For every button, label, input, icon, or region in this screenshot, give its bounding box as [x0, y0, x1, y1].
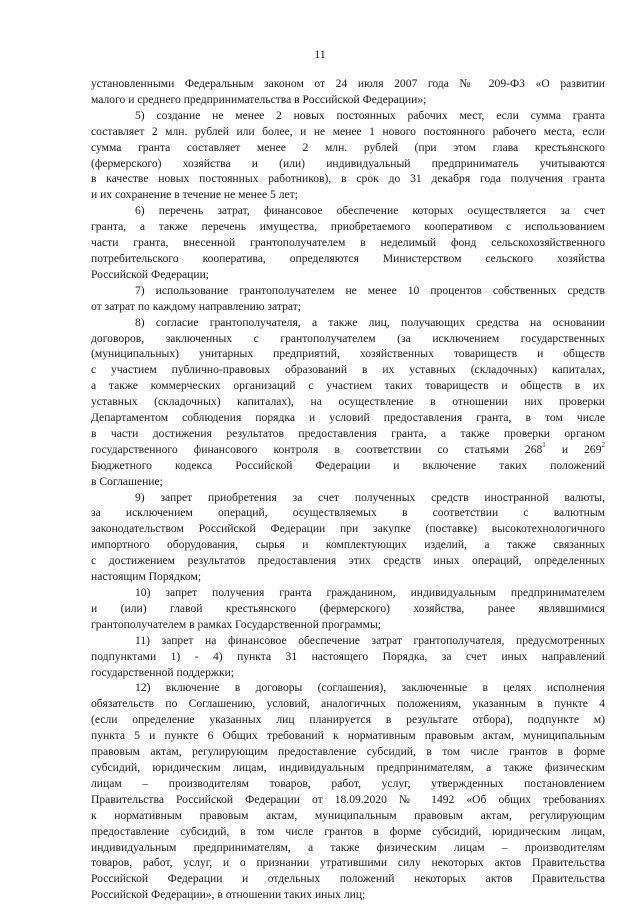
text-line: к нормативным правовым актам, муниципальным правовым актам, регулирующим [91, 808, 605, 822]
paragraph-item-5 [91, 108, 605, 203]
text-line: и их сохранение в течение не менее 5 лет; [91, 188, 298, 202]
text-line: потребительского кооператива, определяются Министерством сельского хозяйства [91, 251, 605, 265]
text-line: с достижением результатов предоставления этих средств иных операций, определенных [91, 554, 605, 568]
text-line: товаров, работ, услуг, и о признании утратившими силу некоторых актов Правительства [91, 856, 605, 870]
superscript: 2 [601, 440, 606, 449]
text-line: в качестве новых постоянных работников), в срок до 31 декабря года получения гранта [91, 172, 605, 186]
text-line: Правительства Российской Федерации от 18.09.2020 № 1492 «Об общих требованиях [91, 792, 605, 806]
text-fragment: и 269 [561, 442, 602, 456]
paragraph-item-12 [91, 680, 605, 903]
text-line: Бюджетного кодекса Российской Федерации и включение таких положений [91, 458, 605, 472]
text-line: подпунктами 1) - 4) пункта 31 настоящего Порядка, за счет иных направлений [91, 649, 605, 663]
text-line: государственной поддержки; [91, 665, 235, 679]
text-line: настоящим Порядком; [91, 570, 202, 584]
text-line: индивидуальным предпринимателям, а также физическим лицам – производителям [91, 840, 605, 854]
text-line: 12) включение в договоры (соглашения), заключенные в целях исполнения [135, 681, 605, 695]
superscript: 1 [542, 440, 546, 449]
text-line: импортного оборудования, сырья и комплектующих изделий, а также связанных [91, 538, 605, 552]
text-line: Российской Федерации», в отношении таких иных лиц; [91, 888, 366, 902]
text-line: (если определение указанных лиц планируется в результате отбора), подпункте м) [91, 713, 605, 727]
text-line: 9) запрет приобретения за счет полученных средств иностранной валюты, [135, 490, 605, 504]
text-line: малого и среднего предпринимательства в Российской Федерации»; [91, 92, 427, 106]
text-line: а также коммерческих организаций с участием таких товариществ и обществ в их [91, 379, 605, 393]
text-line: от затрат по каждому направлению затрат; [91, 299, 301, 313]
text-line-with-article-refs [91, 442, 605, 458]
text-line: субсидий, юридическим лицам, индивидуальным предпринимателям, а также физическим [91, 760, 605, 774]
text-line: Российской Федерации и отдельных положений некоторых актов Правительства [91, 872, 605, 886]
text-line: Департаментом соблюдения порядка и условий предоставления гранта, в том числе [91, 411, 605, 425]
paragraph-item-10 [91, 585, 605, 633]
text-line: 8) согласие грантополучателя, а также лиц, получающих средства на основании [135, 315, 605, 329]
text-line: гранта, а также перечень имущества, приобретаемого кооперативом с использованием [91, 220, 605, 234]
text-line: пункта 5 и пункте 6 Общих требований к нормативным правовым актам, муниципальным [91, 729, 605, 743]
paragraph-item-7 [91, 283, 605, 315]
text-line: сумма гранта составляет менее 2 млн. рублей (при этом глава крестьянского [91, 140, 605, 154]
text-line: части гранта, внесенной грантополучателем в неделимый фонд сельскохозяйственного [91, 236, 605, 250]
text-line: в части достижения результатов предоставления гранта, а также проверки органом [91, 426, 605, 440]
text-line: 11) запрет на финансовое обеспечение затрат грантополучателя, предусмотренных [135, 633, 605, 647]
text-line: 6) перечень затрат, финансовое обеспечение которых осуществляется за счет [135, 204, 605, 218]
text-line: в Соглашение; [91, 474, 163, 488]
text-line: предоставление субсидий, в том числе грантов в форме субсидий, юридическим лицам, [91, 824, 605, 838]
paragraph-item-8 [91, 315, 605, 490]
text-line: обязательств по Соглашению, условий, аналогичных положениям, указанным в пункте 4 [91, 697, 605, 711]
paragraph-item-6 [91, 203, 605, 283]
text-line: (фермерского) хозяйства и (или) индивидуальный предприниматель учитываются [91, 156, 605, 170]
text-line: составляет 2 млн. рублей или более, и не менее 1 нового постоянного рабочего места, если [91, 124, 605, 138]
text-line: (муниципальных) унитарных предприятий, хозяйственных товариществ и обществ [91, 347, 605, 361]
text-line: уставных (складочных) капиталах), на осуществление в отношении них проверки [91, 395, 605, 409]
text-line: 5) создание не менее 2 новых постоянных рабочих мест, если сумма гранта [135, 108, 605, 122]
text-fragment: государственного финансового контроля в соответствии со статьями 268 [91, 442, 543, 456]
page-number: 11 [314, 47, 326, 61]
text-line: правовым актам, регулирующим предоставление субсидий, в том числе грантов в форме [91, 745, 605, 759]
text-line: грантополучателем в рамках Государственной программы; [91, 617, 381, 631]
text-line: законодательством Российской Федерации при закупке (поставке) высокотехнологичного [91, 522, 605, 536]
text-line: установленными Федеральным законом от 24 июля 2007 года № 209-ФЗ «О развитии [91, 77, 605, 90]
text-line: за исключением операций, осуществляемых в соответствии с валютным [91, 506, 605, 520]
text-line: договоров, заключенных с грантополучателем (за исключением государственных [91, 331, 605, 345]
text-line: 10) запрет получения гранта гражданином, индивидуальным предпринимателем [135, 586, 605, 599]
paragraph-item-11 [91, 633, 605, 681]
text-line: лицам – производителям товаров, работ, услуг, утвержденных постановлением [91, 776, 605, 790]
text-line: Российской Федерации; [91, 267, 210, 281]
text-line: 7) использование грантополучателем не менее 10 процентов собственных средств [135, 283, 605, 297]
paragraph-continuation [91, 76, 605, 108]
text-line: с участием публично-правовых образований в их уставных (складочных) капиталах, [91, 363, 605, 377]
text-line: и (или) главой крестьянского (фермерского) хозяйства, ранее являвшимися [91, 601, 605, 615]
paragraph-item-9 [91, 490, 605, 585]
document-body [91, 76, 605, 903]
